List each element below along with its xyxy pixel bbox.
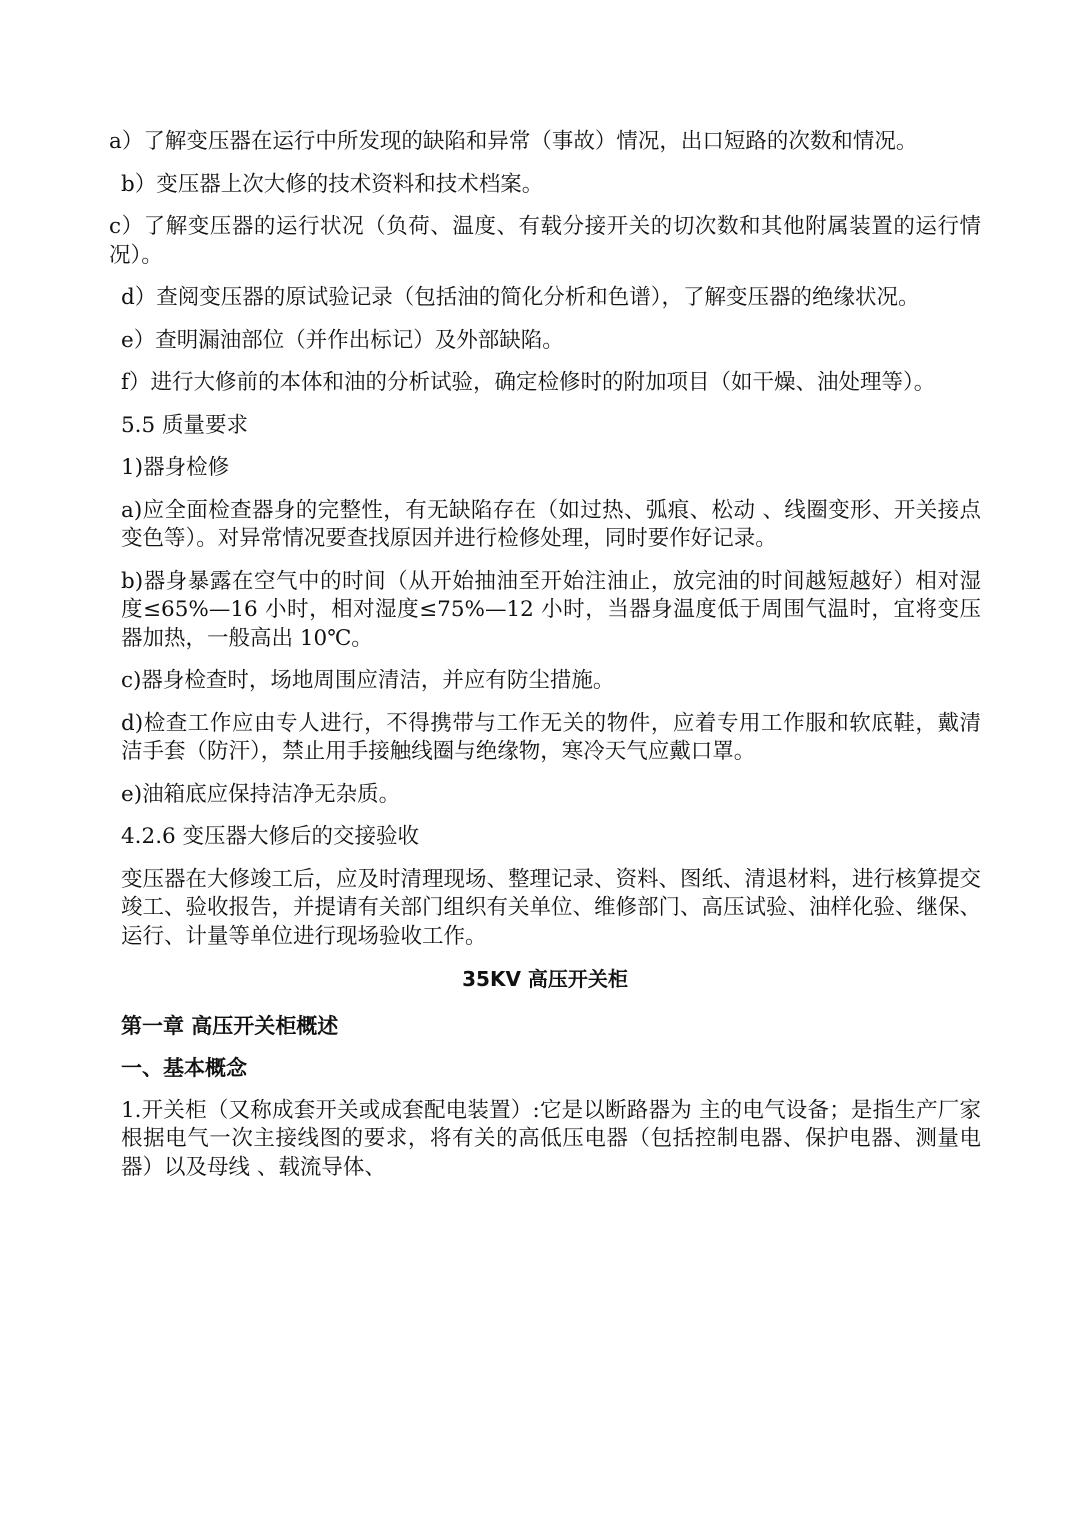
section-title: 35KV 高压开关柜 [462, 967, 628, 991]
paragraph-exposure-time: b)器身暴露在空气中的时间（从开始抽油至开始注油止，放完油的时间越短越好）相对湿度≤65%—16 小时，相对湿度≤75%—12 小时，当器身温度低于周围气温时，宜将变压器加热，一般高出 10℃。 [121, 568, 981, 651]
paragraph-e-oil-leaks: e）查明漏油部位（并作出标记）及外部缺陷。 [121, 327, 564, 353]
paragraph-site-cleanliness: c)器身检查时，场地周围应清洁，并应有防尘措施。 [121, 668, 615, 693]
paragraph-c-operating-status: c）了解变压器的运行状况（负荷、温度、有载分接开关的切次数和其他附属装置的运行情况）。 [109, 214, 981, 268]
paragraph-core-integrity: a)应全面检查器身的完整性，有无缺陷存在（如过热、弧痕、松动 、线圈变形、开关接点变色等）。对异常情况要查找原因并进行检修处理，同时要作好记录。 [121, 497, 981, 551]
paragraph-f-pre-overhaul-tests: f）进行大修前的本体和油的分析试验，确定检修时的附加项目（如干燥、油处理等）。 [121, 370, 936, 395]
paragraph-b-technical-records: b）变压器上次大修的技术资料和技术档案。 [121, 171, 544, 197]
chapter-heading: 第一章 高压开关柜概述 [121, 1013, 339, 1038]
section-quality-requirements: 5.5 质量要求 [121, 412, 249, 438]
paragraph-a-fault-history: a）了解变压器在运行中所发现的缺陷和异常（事故）情况，出口短路的次数和情况。 [109, 129, 918, 154]
document-page [109, 128, 981, 1196]
subsection-core-maintenance: 1)器身检修 [121, 455, 230, 480]
paragraph-acceptance-procedure: 变压器在大修竣工后，应及时清理现场、整理记录、资料、图纸、清退材料，进行核算提交竣工、验收报告，并提请有关部门组织有关单位、维修部门、高压试验、油样化验、继保、运行、计量等单位进行现场验收工作。 [121, 866, 982, 949]
subsection-heading: 一、基本概念 [121, 1056, 247, 1080]
paragraph-inspection-personnel: d)检查工作应由专人进行，不得携带与工作无关的物件，应着专用工作服和软底鞋，戴清洁手套（防汗），禁止用手接触线圈与绝缘物，寒冷天气应戴口罩。 [121, 710, 981, 764]
paragraph-switchgear-definition: 1.开关柜（又称成套开关或成套配电装置）:它是以断路器为 主的电气设备；是指生产厂家根据电气一次主接线图的要求，将有关的高低压电器（包括控制电器、保护电器、测量电器）以及母线 、载流导体、 [121, 1097, 981, 1180]
section-handover-acceptance: 4.2.6 变压器大修后的交接验收 [121, 824, 420, 849]
paragraph-tank-bottom: e)油箱底应保持洁净无杂质。 [121, 781, 401, 807]
paragraph-d-test-records: d）查阅变压器的原试验记录（包括油的简化分析和色谱），了解变压器的绝缘状况。 [121, 285, 920, 310]
